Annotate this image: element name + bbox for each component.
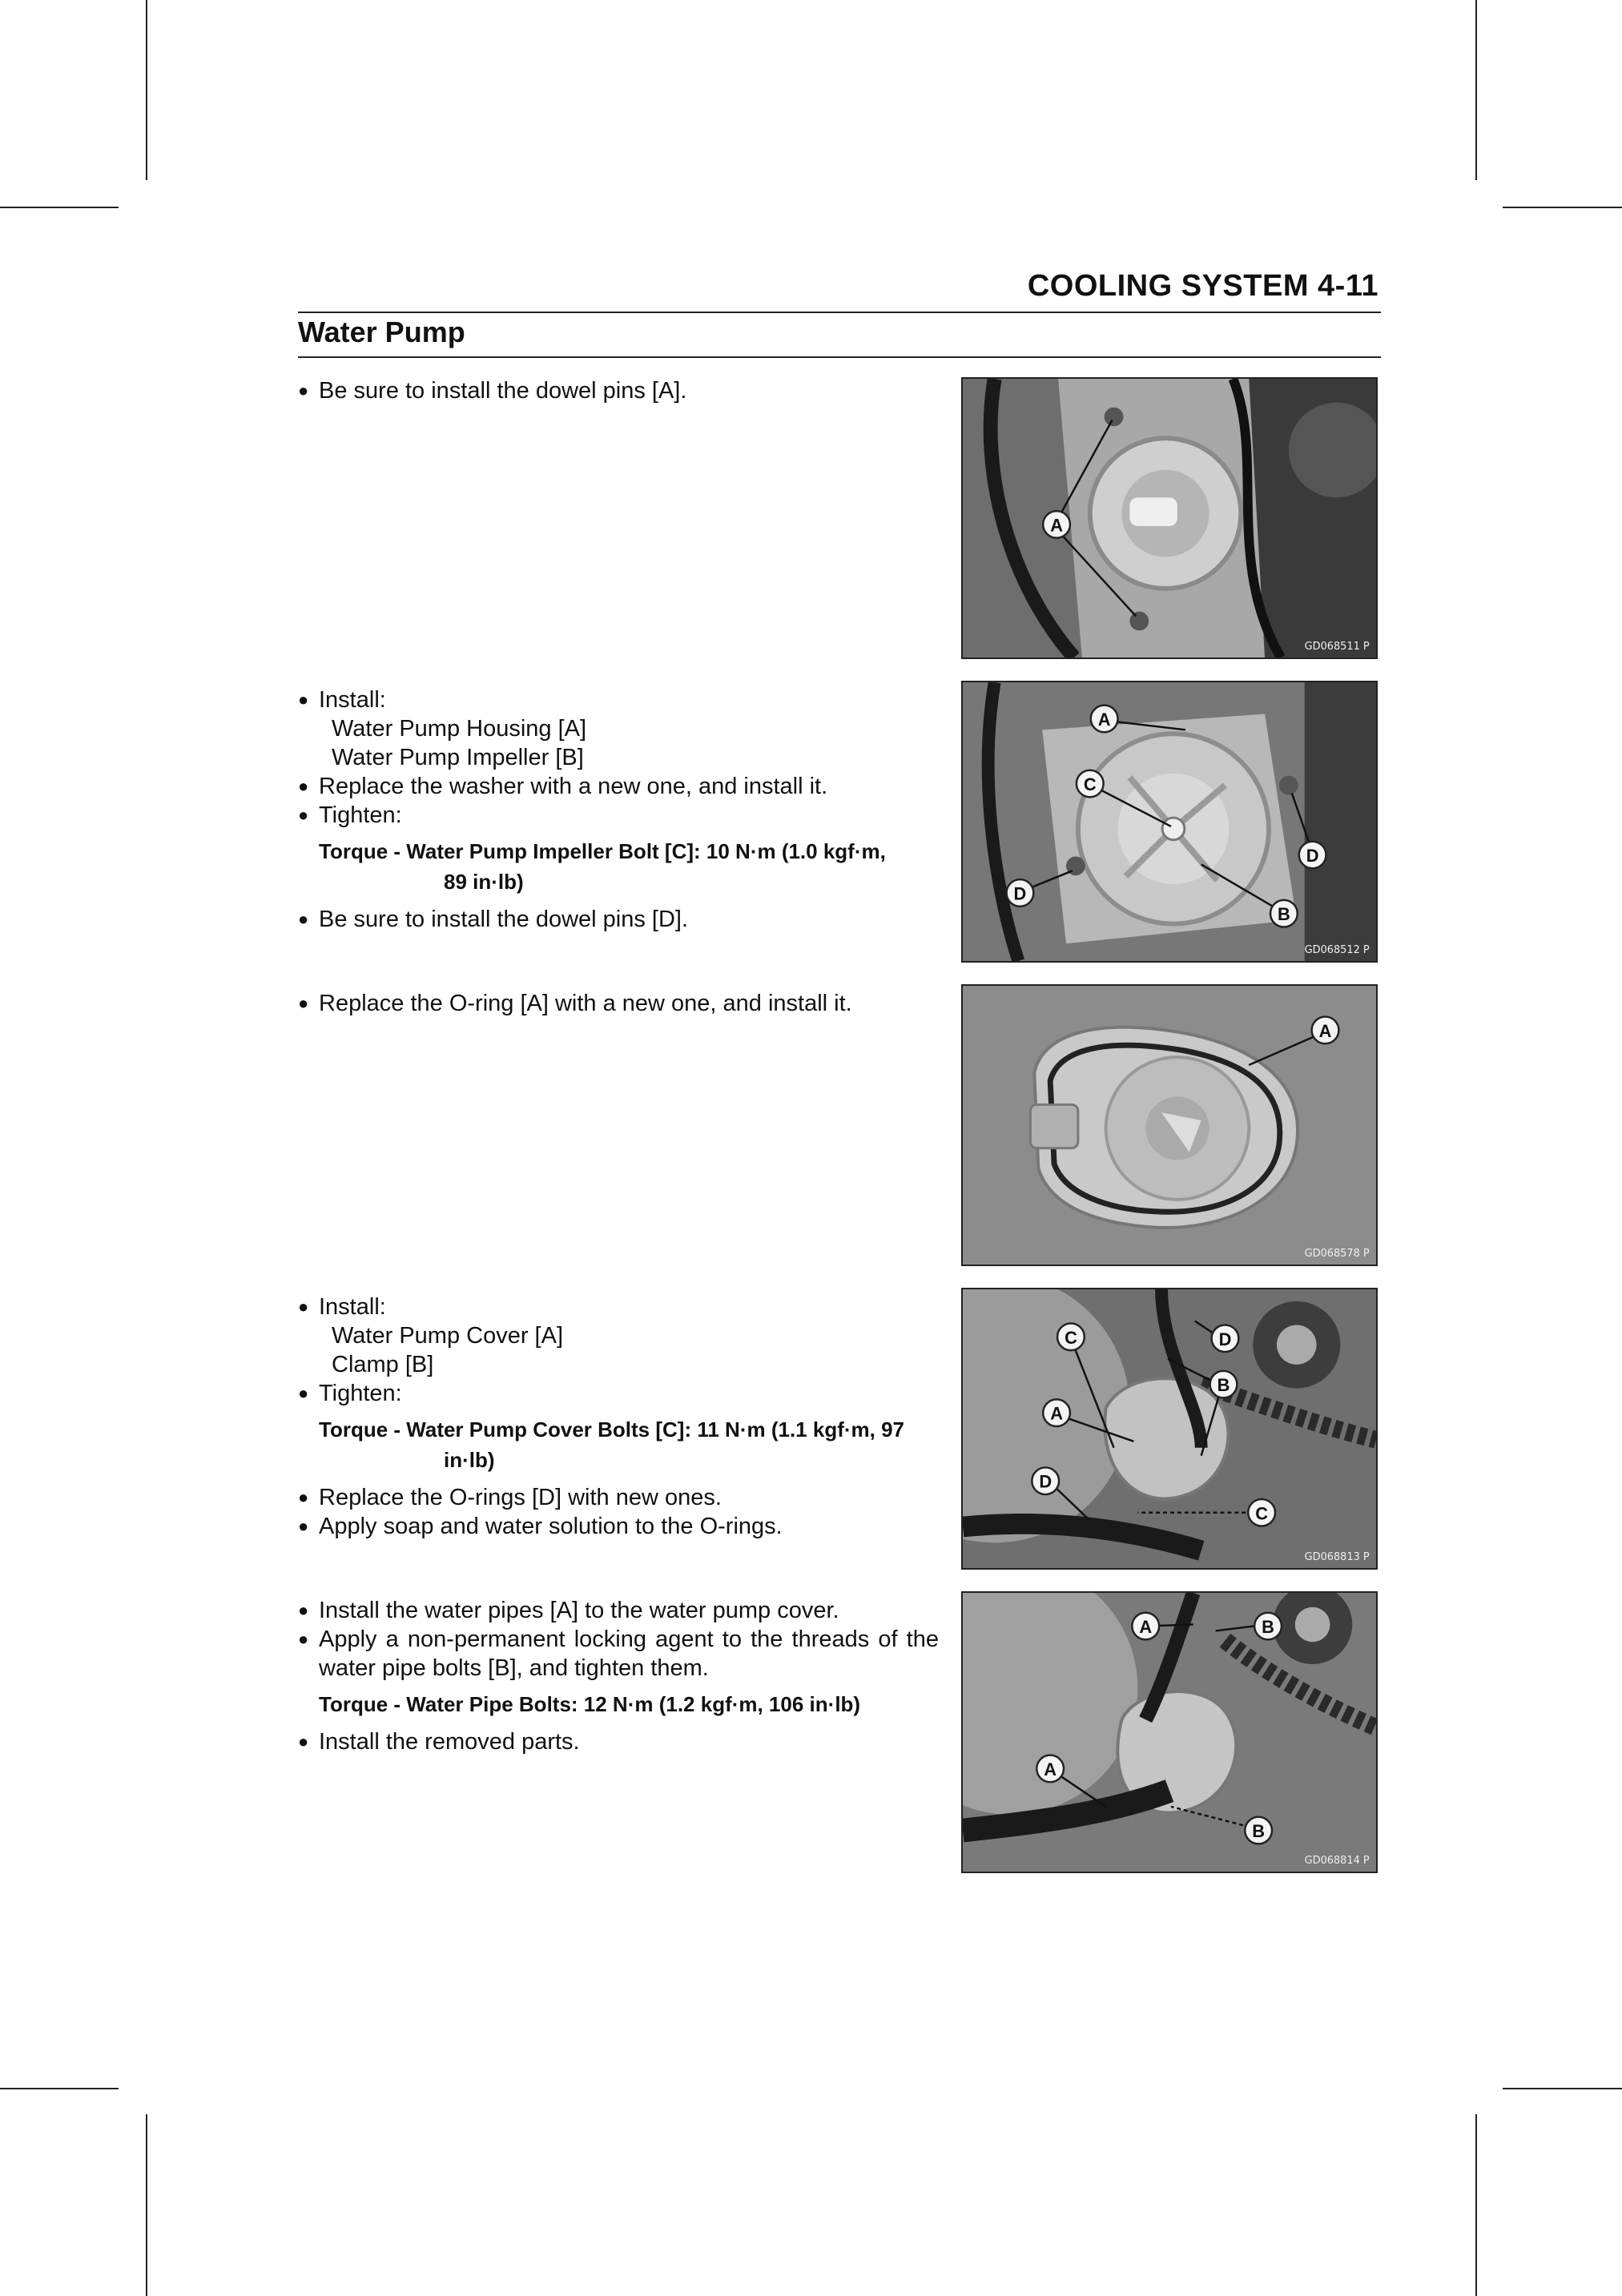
step-block-2 [298,686,939,934]
svg-text:A: A [1044,1759,1057,1779]
callout-a [1043,1399,1070,1426]
figure-image [963,1593,1376,1872]
section-rule [298,356,1381,358]
callout-d [1212,1325,1239,1352]
step-block-5 [298,1596,939,1756]
callout-a [1312,1017,1339,1044]
figure-image [963,379,1376,657]
torque-line: 89 in·lb) [444,870,524,894]
torque-spec [298,1689,939,1719]
callout-b [1254,1613,1282,1640]
step-block-1 [298,376,939,405]
torque-line: Torque - Water Pump Impeller Bolt [C]: 10 N·m (1.0 kgf·m, [319,839,886,863]
callout-c [1077,770,1104,798]
page-header-title: COOLING SYSTEM 4-11 [1027,269,1378,303]
bullet-item: ● Replace the washer with a new one, and install it. [298,772,939,801]
crop-mark [146,0,147,180]
callout-c [1057,1324,1085,1351]
sub-item: Clamp [B] [332,1352,434,1377]
bullet-item: ● Tighten: [298,1379,939,1408]
callout-d [1299,842,1326,869]
callout-a [1043,511,1070,538]
callout-a [1036,1755,1064,1783]
svg-text:D: D [1306,846,1319,866]
callout-d [1032,1467,1059,1494]
figure-image [963,986,1376,1265]
svg-text:A: A [1097,709,1111,730]
svg-text:D: D [1218,1329,1232,1349]
bullet-item: ● Apply a non-permanent locking agent to the threads of the water pipe bolts [B], and tighten them. [298,1625,939,1683]
section-title: Water Pump [298,316,465,348]
crop-mark [0,2088,119,2089]
bullet-item: ● Be sure to install the dowel pins [A]. [298,376,939,405]
crop-mark [1475,0,1477,180]
figure-code: GD068813 P [1304,1551,1370,1564]
callout-d [1007,879,1034,907]
crop-mark [0,207,119,208]
torque-spec [298,836,939,897]
figure-dowel-pins [961,377,1378,659]
svg-text:A: A [1050,515,1063,536]
torque-line: in·lb) [444,1448,495,1472]
callout-a [1091,706,1118,733]
svg-text:C: C [1065,1327,1077,1348]
svg-text:C: C [1083,774,1097,795]
figure-image [963,1289,1376,1568]
figure-impeller [961,681,1378,963]
callout-b [1210,1371,1238,1398]
sub-item: Water Pump Impeller [B] [332,745,584,770]
figure-water-pipes [961,1591,1378,1873]
figure-pump-cover [961,1288,1378,1570]
svg-text:B: B [1278,904,1290,925]
callout-b [1245,1817,1272,1844]
callout-b [1270,900,1298,927]
bullet-item: ● Install: [298,1293,939,1321]
figure-code: GD068814 P [1304,1855,1370,1868]
torque-line: Torque - Water Pipe Bolts: 12 N·m (1.2 kgf·m, 106 in·lb) [319,1692,861,1716]
crop-mark [1503,2088,1622,2089]
figure-code: GD068578 P [1304,1248,1370,1261]
crop-mark [1503,207,1622,208]
svg-text:C: C [1255,1503,1268,1524]
bullet-item: ● Replace the O-ring [A] with a new one, and install it. [298,989,939,1018]
figure-o-ring [961,984,1378,1266]
bullet-item: ● Be sure to install the dowel pins [D]. [298,905,939,934]
callout-c [1248,1499,1275,1526]
svg-text:A: A [1139,1617,1153,1637]
crop-mark [146,2114,147,2296]
crop-mark [1475,2114,1477,2296]
figure-code: GD068511 P [1304,641,1370,653]
svg-text:A: A [1050,1403,1063,1424]
bullet-item: ● Replace the O-rings [D] with new ones. [298,1483,939,1512]
svg-text:B: B [1252,1821,1266,1842]
bullet-item: ● Install the removed parts. [298,1727,939,1756]
callout-a [1132,1613,1159,1640]
svg-text:D: D [1039,1471,1052,1492]
bullet-item: ● Install: [298,686,939,714]
bullet-item: ● Tighten: [298,801,939,830]
torque-spec [298,1414,939,1475]
sub-item: Water Pump Cover [A] [332,1323,564,1349]
svg-text:D: D [1013,883,1027,904]
svg-text:B: B [1262,1617,1274,1637]
sub-item: Water Pump Housing [A] [332,716,587,742]
header-rule [298,312,1381,313]
figure-image [963,682,1376,961]
step-block-3 [298,989,939,1018]
bullet-item: ● Apply soap and water solution to the O-rings. [298,1512,939,1541]
torque-line: Torque - Water Pump Cover Bolts [C]: 11 N·m (1.1 kgf·m, 97 [319,1417,904,1442]
step-block-4 [298,1293,939,1541]
svg-text:B: B [1217,1375,1230,1396]
figure-code: GD068512 P [1304,944,1370,957]
bullet-item: ● Install the water pipes [A] to the water pump cover. [298,1596,939,1625]
svg-text:A: A [1318,1020,1332,1041]
